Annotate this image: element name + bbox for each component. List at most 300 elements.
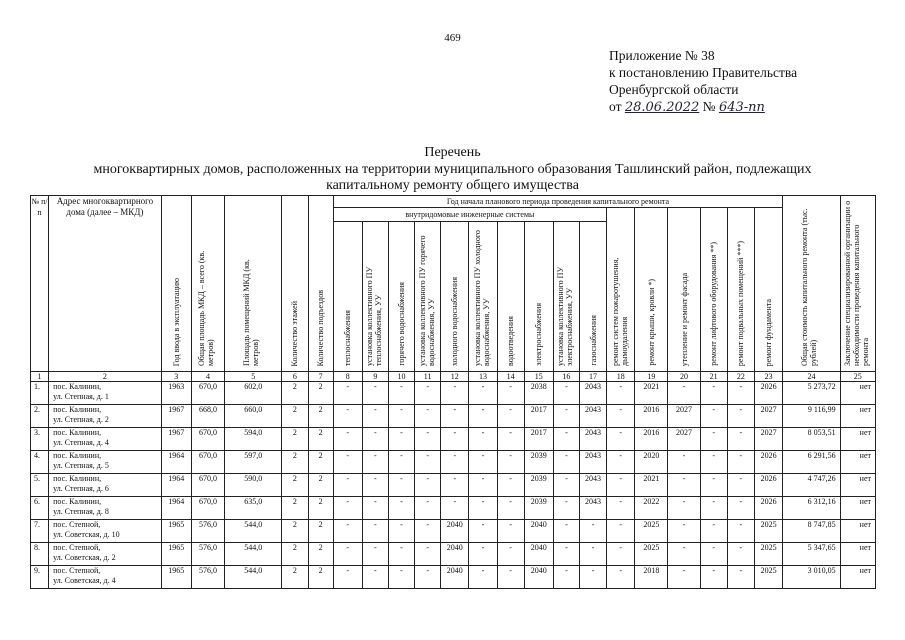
column-number: 4 <box>191 372 224 382</box>
table-cell: - <box>388 497 414 520</box>
address-cell: пос. Калинин, ул. Степная, д. 1 <box>49 382 162 405</box>
table-cell: - <box>553 451 579 474</box>
table-cell: 2021 <box>635 474 668 497</box>
table-cell: - <box>333 451 362 474</box>
table-row <box>31 405 876 428</box>
table-cell: нет <box>840 474 875 497</box>
table-cell: 2 <box>282 428 308 451</box>
handwritten-date: 28.06.2022 <box>624 100 700 115</box>
table-cell: 2026 <box>754 474 782 497</box>
column-number: 8 <box>333 372 362 382</box>
table-cell: 2027 <box>754 405 782 428</box>
column-number: 15 <box>524 372 553 382</box>
title-line-1: Перечень <box>424 145 481 160</box>
table-cell: 2 <box>308 382 333 405</box>
table-cell: - <box>700 382 727 405</box>
table-cell: нет <box>840 497 875 520</box>
table-cell: нет <box>840 405 875 428</box>
page-number: 469 <box>444 32 461 44</box>
table-cell: - <box>497 382 524 405</box>
table-cell: - <box>388 543 414 566</box>
table-cell: 5 347,65 <box>783 543 840 566</box>
table-cell: - <box>469 543 497 566</box>
table-cell: - <box>668 566 700 589</box>
table-cell: - <box>553 428 579 451</box>
address-cell: пос. Калинин, ул. Степная, д. 5 <box>49 451 162 474</box>
table-cell: 2 <box>308 405 333 428</box>
table-cell: - <box>727 474 754 497</box>
title-line-3: капитальному ремонту общего имущества <box>326 178 579 193</box>
row-number: 6. <box>31 497 49 520</box>
table-cell: - <box>388 451 414 474</box>
table-row <box>31 474 876 497</box>
table-cell: - <box>388 428 414 451</box>
table-cell: - <box>668 497 700 520</box>
header-drainage: водоотведения <box>497 222 524 372</box>
table-cell: 1965 <box>161 566 191 589</box>
table-cell: 1967 <box>161 428 191 451</box>
table-cell: - <box>607 543 635 566</box>
number-prefix: № <box>702 99 716 114</box>
row-number: 1. <box>31 382 49 405</box>
annex-line-3: Оренбургской области <box>609 82 739 97</box>
header-basement: ремонт подвальных помещений ***) <box>727 208 754 372</box>
table-cell: - <box>469 451 497 474</box>
header-year: Год ввода в эксплуатацию <box>161 196 191 372</box>
header-heat: теплоснабжения <box>333 222 362 372</box>
table-cell: - <box>333 566 362 589</box>
table-cell: 1965 <box>161 543 191 566</box>
annex-line-1: Приложение № 38 <box>609 48 715 63</box>
table-cell: - <box>469 474 497 497</box>
column-number: 18 <box>607 372 635 382</box>
column-number: 23 <box>754 372 782 382</box>
table-cell: 660,0 <box>225 405 282 428</box>
header-foundation: ремонт фундамента <box>754 208 782 372</box>
address-cell: пос. Степной, ул. Советская, д. 10 <box>49 520 162 543</box>
table-cell: - <box>607 497 635 520</box>
table-cell: - <box>727 428 754 451</box>
table-cell: 2040 <box>441 566 469 589</box>
table-cell: 602,0 <box>225 382 282 405</box>
table-cell: 2025 <box>754 520 782 543</box>
annex-block <box>609 47 797 116</box>
table-cell: - <box>607 474 635 497</box>
table-cell: - <box>497 474 524 497</box>
table-cell: - <box>497 451 524 474</box>
table-cell: 2026 <box>754 451 782 474</box>
header-floors: Количество этажей <box>282 196 308 372</box>
table-cell: 2022 <box>635 497 668 520</box>
table-cell: 1964 <box>161 474 191 497</box>
table-cell: - <box>415 451 441 474</box>
table-cell: - <box>469 566 497 589</box>
table-cell: - <box>668 520 700 543</box>
table-cell: - <box>553 543 579 566</box>
table-cell: - <box>579 566 606 589</box>
table-cell: 6 291,56 <box>783 451 840 474</box>
table-cell: 1963 <box>161 382 191 405</box>
row-number: 8. <box>31 543 49 566</box>
table-row <box>31 520 876 543</box>
table-cell: 2025 <box>754 543 782 566</box>
repair-table <box>30 195 876 589</box>
table-row <box>31 566 876 589</box>
table-cell: - <box>388 405 414 428</box>
table-cell: 2021 <box>635 382 668 405</box>
table-cell: 2043 <box>579 497 606 520</box>
header-lift: ремонт лифтового оборудования **) <box>700 208 727 372</box>
table-cell: 2040 <box>441 543 469 566</box>
table-cell: - <box>727 520 754 543</box>
table-cell: - <box>362 405 388 428</box>
column-number: 22 <box>727 372 754 382</box>
table-cell: 2 <box>308 497 333 520</box>
header-roof: ремонт крыши, кровли *) <box>635 208 668 372</box>
header-total-area: Общая площадь МКД – всего (кв. метров) <box>191 196 224 372</box>
table-cell: 2043 <box>579 382 606 405</box>
table-cell: - <box>497 405 524 428</box>
table-cell: 2025 <box>754 566 782 589</box>
table-cell: нет <box>840 382 875 405</box>
table-cell: - <box>333 405 362 428</box>
table-cell: - <box>362 520 388 543</box>
column-number: 25 <box>840 372 875 382</box>
table-cell: - <box>553 497 579 520</box>
table-cell: - <box>727 405 754 428</box>
header-heat-meter: установка коллективного ПУ теплоснабжения, УУ <box>362 222 388 372</box>
table-cell: - <box>497 497 524 520</box>
table-cell: - <box>579 520 606 543</box>
table-cell: - <box>333 520 362 543</box>
row-number: 3. <box>31 428 49 451</box>
header-electric-meter: установка коллективного ПУ электроснабжения, УУ <box>553 222 579 372</box>
address-cell: пос. Калинин, ул. Степная, д. 4 <box>49 428 162 451</box>
table-cell: - <box>700 428 727 451</box>
table-cell: 2 <box>282 566 308 589</box>
header-num: № п/п <box>31 196 49 372</box>
table-cell: 2017 <box>524 405 553 428</box>
header-cold-water: холодного водоснабжения <box>441 222 469 372</box>
table-cell: - <box>469 428 497 451</box>
date-prefix: от <box>609 99 622 114</box>
table-cell: 2043 <box>579 405 606 428</box>
table-cell: 2 <box>282 405 308 428</box>
header-hot-water: горячего водоснабжения <box>388 222 414 372</box>
header-premises-area: Площадь помещений МКД (кв. метров) <box>225 196 282 372</box>
table-cell: 2018 <box>635 566 668 589</box>
header-electric: электроснабжения <box>524 222 553 372</box>
column-number: 5 <box>225 372 282 382</box>
table-cell: - <box>415 382 441 405</box>
table-cell: - <box>469 520 497 543</box>
table-cell: 2040 <box>441 520 469 543</box>
table-row <box>31 428 876 451</box>
annex-date-line <box>609 98 797 116</box>
annex-line-2: к постановлению Правительства <box>609 65 798 80</box>
table-cell: 2038 <box>524 382 553 405</box>
table-cell: - <box>441 497 469 520</box>
table-cell: 2 <box>282 382 308 405</box>
header-conclusion: Заключение специализированной организации о необходимости проведения капитального ремонта <box>840 196 875 372</box>
table-cell: - <box>607 382 635 405</box>
table-cell: 2 <box>308 474 333 497</box>
table-row <box>31 382 876 405</box>
table-cell: 2025 <box>635 520 668 543</box>
table-cell: - <box>727 543 754 566</box>
table-cell: - <box>553 520 579 543</box>
table-row <box>31 497 876 520</box>
row-number: 5. <box>31 474 49 497</box>
table-cell: 2027 <box>668 428 700 451</box>
table-cell: - <box>333 497 362 520</box>
table-cell: 576,0 <box>191 543 224 566</box>
table-cell: - <box>362 428 388 451</box>
column-number: 17 <box>579 372 606 382</box>
table-cell: 544,0 <box>225 520 282 543</box>
table-cell: 2040 <box>524 566 553 589</box>
table-cell: 5 273,72 <box>783 382 840 405</box>
header-hot-water-meter: установка коллективного ПУ горячего водоснабжения, УУ <box>415 222 441 372</box>
table-cell: - <box>668 382 700 405</box>
table-cell: 8 747,85 <box>783 520 840 543</box>
table-cell: - <box>700 405 727 428</box>
table-cell: 590,0 <box>225 474 282 497</box>
table-cell: - <box>362 566 388 589</box>
table-cell: - <box>727 451 754 474</box>
table-cell: 2020 <box>635 451 668 474</box>
table-cell: 2039 <box>524 474 553 497</box>
header-period-group: Год начала планового периода проведения капитального ремонта <box>333 196 783 208</box>
header-address: Адрес многоквартирного дома (далее – МКД) <box>49 196 162 372</box>
column-number: 9 <box>362 372 388 382</box>
table-cell: 2025 <box>635 543 668 566</box>
table-cell: - <box>700 451 727 474</box>
table-cell: 2040 <box>524 543 553 566</box>
header-entrances: Количество подъездов <box>308 196 333 372</box>
table-cell: - <box>441 474 469 497</box>
table-cell: 2 <box>308 520 333 543</box>
table-cell: 2043 <box>579 428 606 451</box>
table-cell: нет <box>840 520 875 543</box>
address-cell: пос. Степной, ул. Советская, д. 4 <box>49 566 162 589</box>
address-cell: пос. Калинин, ул. Степная, д. 2 <box>49 405 162 428</box>
table-cell: 2040 <box>524 520 553 543</box>
table-cell: 670,0 <box>191 428 224 451</box>
table-cell: 8 053,51 <box>783 428 840 451</box>
address-cell: пос. Степной, ул. Советская, д. 2 <box>49 543 162 566</box>
table-cell: - <box>668 543 700 566</box>
header-facade: утепление и ремонт фасада <box>668 208 700 372</box>
header-systems-group: внутридомовые инженерные системы <box>333 208 606 222</box>
table-cell: 9 116,99 <box>783 405 840 428</box>
table-cell: 2027 <box>668 405 700 428</box>
row-number: 2. <box>31 405 49 428</box>
row-number: 7. <box>31 520 49 543</box>
table-cell: 670,0 <box>191 382 224 405</box>
table-cell: 635,0 <box>225 497 282 520</box>
table-cell: - <box>700 543 727 566</box>
table-cell: - <box>362 382 388 405</box>
table-cell: - <box>497 543 524 566</box>
table-cell: - <box>333 382 362 405</box>
table-cell: нет <box>840 451 875 474</box>
table-cell: 2 <box>308 428 333 451</box>
table-cell: 1964 <box>161 451 191 474</box>
table-cell: 594,0 <box>225 428 282 451</box>
table-cell: - <box>497 428 524 451</box>
table-cell: - <box>607 566 635 589</box>
table-cell: - <box>362 543 388 566</box>
table-cell: 2 <box>308 543 333 566</box>
table-cell: - <box>362 474 388 497</box>
table-cell: - <box>553 566 579 589</box>
table-cell: нет <box>840 543 875 566</box>
table-cell: 2 <box>308 451 333 474</box>
table-cell: 1964 <box>161 497 191 520</box>
table-cell: 670,0 <box>191 474 224 497</box>
table-cell: - <box>469 382 497 405</box>
column-number: 16 <box>553 372 579 382</box>
table-cell: 597,0 <box>225 451 282 474</box>
table-cell: - <box>607 428 635 451</box>
table-cell: - <box>415 474 441 497</box>
table-cell: - <box>441 382 469 405</box>
table-cell: - <box>441 405 469 428</box>
table-cell: - <box>727 566 754 589</box>
table-cell: 2039 <box>524 497 553 520</box>
table-cell: 2016 <box>635 405 668 428</box>
column-number-row <box>31 372 876 382</box>
table-cell: 2043 <box>579 451 606 474</box>
table-cell: 2026 <box>754 497 782 520</box>
table-cell: - <box>607 451 635 474</box>
table-cell: - <box>415 428 441 451</box>
table-cell: - <box>553 382 579 405</box>
table-cell: 670,0 <box>191 451 224 474</box>
table-cell: 2039 <box>524 451 553 474</box>
column-number: 24 <box>783 372 840 382</box>
column-number: 12 <box>441 372 469 382</box>
table-cell: 2043 <box>579 474 606 497</box>
table-cell: - <box>441 451 469 474</box>
table-cell: - <box>668 451 700 474</box>
table-row <box>31 543 876 566</box>
title-line-2: многоквартирных домов, расположенных на территории муниципального образования Ташлинский район, подлежащих <box>93 162 812 177</box>
table-cell: 2 <box>282 497 308 520</box>
table-cell: - <box>579 543 606 566</box>
table-cell: 2 <box>282 520 308 543</box>
table-cell: - <box>700 566 727 589</box>
column-number: 13 <box>469 372 497 382</box>
table-cell: - <box>415 543 441 566</box>
table-cell: 576,0 <box>191 520 224 543</box>
table-cell: - <box>362 497 388 520</box>
table-cell: 670,0 <box>191 497 224 520</box>
table-cell: - <box>727 497 754 520</box>
table-cell: 544,0 <box>225 566 282 589</box>
column-number: 1 <box>31 372 49 382</box>
header-fire: ремонт систем пожаротушения, дымоудаления <box>607 208 635 372</box>
table-cell: - <box>333 428 362 451</box>
header-gas: газоснабжения <box>579 222 606 372</box>
header-total-cost: Общая стоимость капитального ремонта (тыс. рублей) <box>783 196 840 372</box>
table-cell: - <box>415 405 441 428</box>
table-cell: 544,0 <box>225 543 282 566</box>
table-cell: - <box>388 520 414 543</box>
row-number: 4. <box>31 451 49 474</box>
table-cell: - <box>333 543 362 566</box>
table-cell: - <box>388 382 414 405</box>
column-number: 11 <box>415 372 441 382</box>
address-cell: пос. Калинин, ул. Степная, д. 8 <box>49 497 162 520</box>
column-number: 19 <box>635 372 668 382</box>
column-number: 20 <box>668 372 700 382</box>
table-cell: - <box>607 520 635 543</box>
column-number: 21 <box>700 372 727 382</box>
table-cell: 6 312,16 <box>783 497 840 520</box>
table-cell: - <box>700 497 727 520</box>
table-cell: 2 <box>308 566 333 589</box>
table-cell: - <box>441 428 469 451</box>
column-number: 2 <box>49 372 162 382</box>
table-cell: - <box>388 474 414 497</box>
table-row <box>31 451 876 474</box>
table-cell: 2027 <box>754 428 782 451</box>
column-number: 6 <box>282 372 308 382</box>
table-cell: 2016 <box>635 428 668 451</box>
table-cell: 576,0 <box>191 566 224 589</box>
column-number: 7 <box>308 372 333 382</box>
table-cell: 2026 <box>754 382 782 405</box>
table-cell: - <box>668 474 700 497</box>
column-number: 10 <box>388 372 414 382</box>
table-cell: - <box>469 497 497 520</box>
table-cell: - <box>415 566 441 589</box>
table-cell: - <box>553 474 579 497</box>
table-cell: 4 747,26 <box>783 474 840 497</box>
table-cell: - <box>607 405 635 428</box>
table-cell: - <box>497 520 524 543</box>
table-cell: 2 <box>282 543 308 566</box>
header-cold-water-meter: установка коллективного ПУ холодного водоснабжения, УУ <box>469 222 497 372</box>
table-cell: - <box>700 474 727 497</box>
table-cell: 2017 <box>524 428 553 451</box>
table-cell: 1967 <box>161 405 191 428</box>
table-cell: - <box>553 405 579 428</box>
table-cell: - <box>469 405 497 428</box>
table-cell: 668,0 <box>191 405 224 428</box>
table-cell: - <box>727 382 754 405</box>
handwritten-number: 643-пп <box>718 100 765 115</box>
table-cell: - <box>415 520 441 543</box>
table-cell: 3 010,05 <box>783 566 840 589</box>
row-number: 9. <box>31 566 49 589</box>
address-cell: пос. Калинин, ул. Степная, д. 6 <box>49 474 162 497</box>
table-cell: - <box>388 566 414 589</box>
column-number: 3 <box>161 372 191 382</box>
table-cell: 2 <box>282 451 308 474</box>
table-cell: - <box>362 451 388 474</box>
table-cell: - <box>333 474 362 497</box>
table-cell: 1965 <box>161 520 191 543</box>
table-cell: 2 <box>282 474 308 497</box>
column-number: 14 <box>497 372 524 382</box>
table-cell: нет <box>840 428 875 451</box>
table-cell: нет <box>840 566 875 589</box>
table-cell: - <box>415 497 441 520</box>
table-cell: - <box>700 520 727 543</box>
